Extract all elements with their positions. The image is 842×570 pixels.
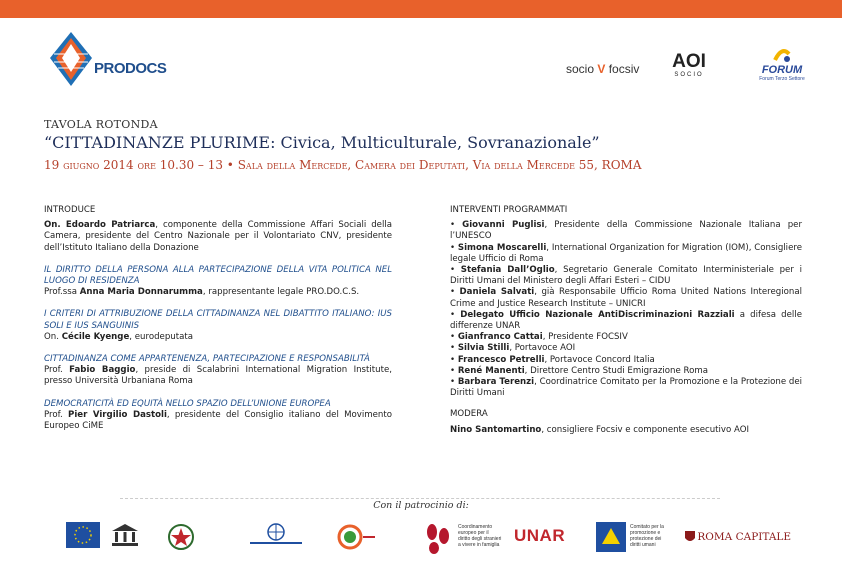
speaker-prefix: Prof.ssa [44, 287, 80, 298]
intro-speaker [44, 220, 392, 254]
topic-speaker [44, 287, 392, 298]
list-item [450, 243, 802, 265]
footer-divider [120, 498, 720, 499]
comitato-logo [596, 522, 664, 562]
eu-flag-logo [66, 522, 100, 562]
aoi-sub: SOCIO [674, 72, 704, 78]
prodocs-diamond-icon [48, 30, 94, 90]
speaker-name: Daniela Salvati [459, 287, 535, 298]
iom-logo [246, 522, 306, 562]
speaker-name: Delegato Ufficio Nazionale AntiDiscriminazioni Razziali [460, 309, 735, 320]
topic-title: DEMOCRATICITÀ ED EQUITÀ NELLO SPAZIO DELL’UNIONE EUROPEA [44, 398, 331, 409]
speaker-role: , Presidente della Commissione Nazionale Italiana per l’UNESCO [450, 220, 802, 242]
speaker-prefix: On. [44, 331, 62, 342]
circle-emblem-logo [336, 522, 376, 562]
speaker-name: Pier Virgilio Dastoli [68, 409, 167, 420]
unesco-logo [110, 522, 140, 562]
topic-title: I CRITERI DI ATTRIBUZIONE DELLA CITTADINANZA NEL DIBATTITO ITALIANO: IUS SOLI E IUS SANGUINIS [44, 309, 392, 331]
patronage-logos [66, 522, 796, 562]
speaker-name: Fabio Baggio [69, 365, 136, 376]
coordinamento-logo [422, 522, 502, 562]
list-item [450, 343, 802, 354]
socio-label: socio [566, 62, 595, 76]
moderator-header: MODERA [450, 409, 488, 420]
comitato-caption: Comitato per la promozione e protezione dei diritti umani [630, 524, 664, 548]
organizer-name: PRODOCS [94, 60, 167, 77]
speaker-name: Barbara Terenzi [457, 377, 535, 388]
topic-speaker [44, 365, 392, 387]
speaker-role: , Portavoce AOI [509, 343, 576, 354]
speaker-role: , International Organization for Migration (IOM), Consigliere legale Ufficio di Roma [450, 242, 802, 264]
speaker-name: Francesco Petrelli [457, 354, 545, 365]
speaker-name: Stefania Dall’Oglio [460, 265, 555, 276]
aoi-name: AOI [672, 51, 706, 72]
roma-capitale-logo [684, 530, 791, 570]
coordinamento-caption: Coordinamento europeo per il diritto degli stranieri a vivere in famiglia [458, 524, 502, 548]
speaker-name: Cécile Kyenge [61, 331, 130, 342]
unar-wordmark: UNAR [514, 526, 566, 545]
topic-speaker [44, 410, 392, 432]
unar-logo [514, 526, 565, 566]
speaker-role: , Segretario Generale Comitato Interministeriale per i Diritti Umani del Ministero degli Affari Esteri – CIDU [450, 265, 802, 287]
speaker-role: , già Responsabile Ufficio Roma United Nations Interegional Crime and Justice Research Institute – UNICRI [450, 287, 802, 309]
list-item [450, 366, 802, 377]
prodocs-logo [48, 30, 178, 90]
aoi-logo [668, 52, 710, 78]
speaker-prefix: Prof. [44, 365, 70, 376]
forum-name: FORUM [761, 64, 803, 76]
program-left-column [44, 205, 392, 443]
speaker-role: a difesa delle differenze UNAR [450, 309, 802, 332]
speaker-prefix: Prof. [44, 409, 69, 420]
speaker-role: , preside di Scalabrini International Migration Institute, presso Università Urbaniana Roma [44, 365, 392, 387]
interventions-list [450, 220, 802, 399]
speaker-name: Gianfranco Cattai [457, 332, 543, 343]
moderator-name: Nino Santomartino [450, 424, 542, 435]
roma-capitale-wordmark: ROMA CAPITALE [697, 531, 792, 543]
list-item [450, 332, 802, 343]
intro-header: INTRODUCE [44, 205, 96, 215]
speaker-name: Giovanni Puglisi [462, 220, 545, 231]
italian-republic-emblem-logo [166, 522, 196, 562]
forum-logo [752, 46, 812, 82]
list-item [450, 377, 802, 399]
speaker-role: , Presidente FOCSIV [542, 332, 628, 343]
speaker-role: , Coordinatrice Comitato per la Promozione e la Protezione dei Diritti Umani [450, 377, 802, 399]
topic-speaker [44, 332, 392, 343]
top-accent-bar [0, 0, 842, 18]
speaker-name: Simona Moscarelli [457, 242, 547, 253]
list-item [450, 355, 802, 366]
speaker-role: , eurodeputata [129, 331, 193, 342]
focsiv-v-icon: V [597, 62, 606, 76]
speaker-role: , rappresentante legale PRO.DO.C.S. [202, 287, 360, 298]
forum-sub: Forum Terzo Settore [759, 76, 805, 82]
topic-title: CITTADINANZA COME APPARTENENZA, PARTECIPAZIONE E RESPONSABILITÀ [44, 354, 370, 365]
speaker-name: Silvia Stilli [457, 343, 510, 354]
event-kicker: TAVOLA ROTONDA [44, 118, 158, 131]
forum-mark-icon [771, 46, 793, 64]
speaker-name: Anna Maria Donnarumma [79, 287, 203, 298]
speaker-role: , presidente del Consiglio italiano del Movimento Europeo CiME [44, 409, 392, 432]
event-title-block [44, 118, 804, 172]
topic-title: IL DIRITTO DELLA PERSONA ALLA PARTECIPAZIONE DELLA VITA POLITICA NEL LUOGO DI RESIDENZA [44, 264, 392, 287]
list-item [450, 220, 802, 242]
patronage-label: Con il patrocinio di: [373, 500, 469, 511]
list-item [450, 310, 802, 332]
moderator [450, 425, 802, 436]
speaker-role: , Direttore Centro Studi Emigrazione Roma [524, 365, 708, 376]
intro-speaker-name: On. Edoardo Patriarca [44, 220, 156, 231]
socio-focsiv-logo [566, 62, 639, 76]
list-item [450, 287, 802, 309]
intro-speaker-role: , componente della Commissione Affari Sociali della Camera, presidente del Centro Nazionale per il Volontariato CNV, presidente dell’Istituto Italiano della Donazione [44, 220, 393, 253]
moderator-role: , consigliere Focsiv e componente esecutivo AOI [541, 424, 750, 435]
list-item [450, 265, 802, 287]
event-title: “CITTADINANZE PLURIME: Civica, Multiculturale, Sovranazionale” [44, 133, 600, 152]
interventions-header: INTERVENTI PROGRAMMATI [450, 205, 568, 215]
event-dateline: 19 giugno 2014 ore 10.30 – 13 • Sala della Mercede, Camera dei Deputati, Via della Mercede 55, ROMA [44, 158, 642, 172]
speaker-role: , Portavoce Concord Italia [544, 354, 655, 365]
program-right-column [450, 205, 802, 447]
focsiv-label: focsiv [608, 62, 640, 76]
speaker-name: René Manenti [457, 365, 525, 376]
